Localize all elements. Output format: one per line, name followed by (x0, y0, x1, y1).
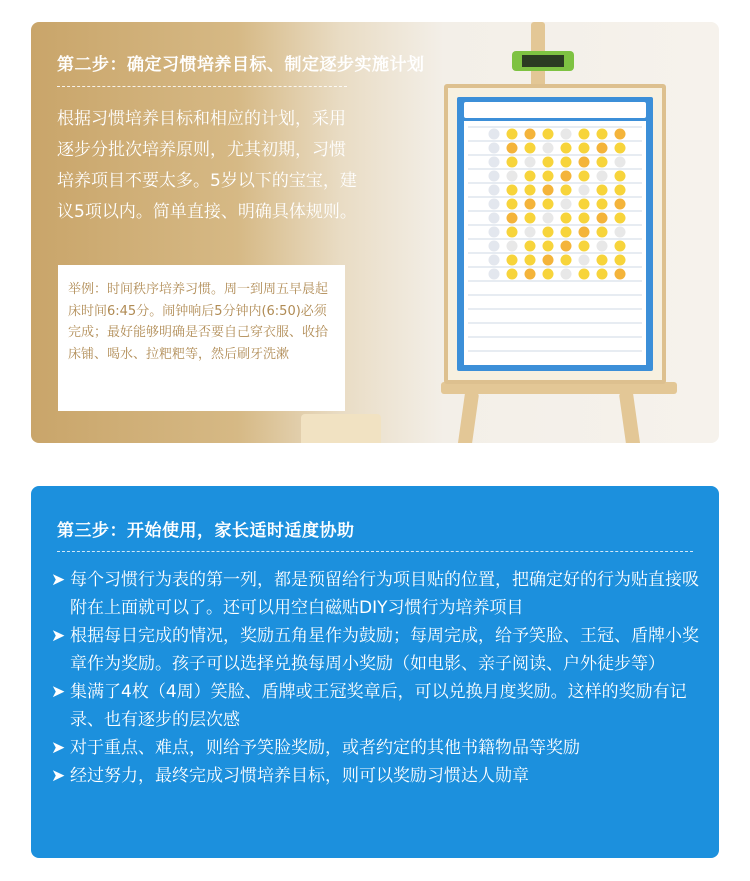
chart-magnet (507, 171, 518, 182)
chart-magnet (507, 255, 518, 266)
chart-magnet (507, 199, 518, 210)
chart-magnet (525, 171, 536, 182)
chart-magnet (525, 227, 536, 238)
arrow-right-icon: ➤ (51, 738, 66, 758)
list-item-text: 集满了4枚（4周）笑脸、盾牌或王冠奖章后，可以兑换月度奖励。这样的奖励有记录、也有逐步的层次感 (70, 682, 687, 730)
chart-magnet (525, 213, 536, 224)
chart-magnet (507, 269, 518, 280)
chart-magnet (543, 143, 554, 154)
list-item (51, 622, 701, 678)
easel-leg-left (457, 391, 479, 443)
chart-magnet (597, 157, 608, 168)
chart-magnet (579, 241, 590, 252)
chart-magnet (561, 241, 572, 252)
step3-list (51, 566, 701, 790)
list-item-text: 经过努力，最终完成习惯培养目标，则可以奖励习惯达人勋章 (70, 766, 529, 786)
chart-magnet (489, 171, 500, 182)
chart-magnet (597, 213, 608, 224)
chart-magnet (579, 143, 590, 154)
chart-magnet (507, 143, 518, 154)
chart-magnet (525, 255, 536, 266)
chart-magnet (615, 227, 626, 238)
list-item (51, 734, 701, 762)
arrow-right-icon: ➤ (51, 766, 66, 786)
chart-grid (464, 121, 646, 365)
chart-magnet (525, 129, 536, 140)
chart-magnet (489, 227, 500, 238)
list-item (51, 762, 701, 790)
chart-magnet (489, 185, 500, 196)
chart-magnet (615, 255, 626, 266)
step2-example-box: 举例：时间秩序培养习惯。周一到周五早晨起床时间6:45分。闹钟响后5分钟内(6:50)必须完成；最好能够明确是否要自己穿衣服、收拾床铺、喝水、拉粑粑等，然后刷牙洗漱 (58, 265, 345, 411)
chart-magnet (507, 185, 518, 196)
chart-magnet (543, 157, 554, 168)
chart-magnet (579, 171, 590, 182)
step2-divider (57, 86, 347, 87)
chart-magnet (597, 143, 608, 154)
chart-magnet (543, 227, 554, 238)
chart-magnet (579, 129, 590, 140)
timer-icon (512, 51, 574, 71)
chart-magnet (597, 241, 608, 252)
list-item-text: 对于重点、难点，则给予笑脸奖励，或者约定的其他书籍物品等奖励 (70, 738, 580, 758)
chart-magnet (543, 199, 554, 210)
chart-sheet (457, 97, 653, 371)
chart-magnet (615, 185, 626, 196)
chart-magnet (561, 157, 572, 168)
chart-magnet (489, 129, 500, 140)
chart-magnet (579, 199, 590, 210)
arrow-right-icon: ➤ (51, 570, 66, 590)
chart-header (464, 102, 646, 118)
chart-magnet (561, 255, 572, 266)
step2-title: 第二步：确定习惯培养目标、制定逐步实施计划 (57, 55, 425, 75)
chart-magnet (615, 213, 626, 224)
chart-magnet (489, 255, 500, 266)
list-item (51, 566, 701, 622)
list-item-text: 每个习惯行为表的第一列，都是预留给行为项目贴的位置，把确定好的行为贴直接吸附在上面就可以了。还可以用空白磁贴DIY习惯行为培养项目 (70, 570, 699, 618)
chart-magnet (561, 213, 572, 224)
chart-magnet (561, 199, 572, 210)
chart-magnet (579, 255, 590, 266)
step3-title: 第三步：开始使用，家长适时适度协助 (57, 521, 355, 541)
chart-magnet (579, 157, 590, 168)
chart-magnet (525, 157, 536, 168)
chart-magnet (597, 185, 608, 196)
chart-magnet (543, 129, 554, 140)
chart-magnet (543, 255, 554, 266)
chart-magnet (489, 213, 500, 224)
step2-description: 根据习惯培养目标和相应的计划，采用逐步分批次培养原则，尤其初期，习惯培养项目不要太多。5岁以下的宝宝，建议5项以内。简单直接、明确具体规则。 (57, 109, 357, 222)
chart-magnet (543, 241, 554, 252)
step3-panel (31, 486, 719, 858)
chart-magnet (561, 129, 572, 140)
step2-panel (31, 22, 719, 443)
chart-magnet (597, 171, 608, 182)
list-item-text: 根据每日完成的情况，奖励五角星作为鼓励；每周完成，给予笑脸、王冠、盾牌小奖章作为奖励。孩子可以选择兑换每周小奖励（如电影、亲子阅读、户外徒步等） (70, 626, 699, 674)
chart-magnet (489, 269, 500, 280)
chart-magnet (543, 171, 554, 182)
chart-magnet (597, 129, 608, 140)
chart-magnet (615, 269, 626, 280)
chart-magnet (543, 269, 554, 280)
chart-magnet (561, 143, 572, 154)
easel-leg-right (619, 391, 641, 443)
chart-magnet (507, 129, 518, 140)
chart-magnet (525, 269, 536, 280)
chart-magnet (489, 143, 500, 154)
chart-magnet (561, 227, 572, 238)
chart-magnet (561, 269, 572, 280)
star-grid (464, 121, 646, 365)
list-item (51, 678, 701, 734)
chart-magnet (489, 199, 500, 210)
chart-magnet (597, 255, 608, 266)
chart-magnet (579, 227, 590, 238)
chart-magnet (597, 199, 608, 210)
chart-magnet (615, 143, 626, 154)
chart-magnet (597, 227, 608, 238)
magnetic-board (444, 84, 666, 384)
chart-magnet (507, 157, 518, 168)
chart-magnet (579, 185, 590, 196)
chart-magnet (579, 269, 590, 280)
step3-divider (57, 551, 693, 552)
wall-decoration (651, 382, 719, 442)
chart-magnet (507, 213, 518, 224)
chart-magnet (561, 171, 572, 182)
chart-magnet (525, 143, 536, 154)
book-card (301, 414, 381, 443)
arrow-right-icon: ➤ (51, 626, 66, 646)
chart-magnet (525, 241, 536, 252)
chart-magnet (543, 185, 554, 196)
chart-magnet (615, 157, 626, 168)
chart-magnet (615, 199, 626, 210)
chart-magnet (525, 185, 536, 196)
chart-magnet (561, 185, 572, 196)
chart-magnet (579, 213, 590, 224)
chart-magnet (597, 269, 608, 280)
chart-magnet (615, 171, 626, 182)
chart-magnet (525, 199, 536, 210)
chart-magnet (507, 227, 518, 238)
chart-magnet (615, 241, 626, 252)
chart-magnet (543, 213, 554, 224)
chart-magnet (489, 157, 500, 168)
arrow-right-icon: ➤ (51, 682, 66, 702)
chart-magnet (507, 241, 518, 252)
chart-magnet (489, 241, 500, 252)
chart-magnet (615, 129, 626, 140)
